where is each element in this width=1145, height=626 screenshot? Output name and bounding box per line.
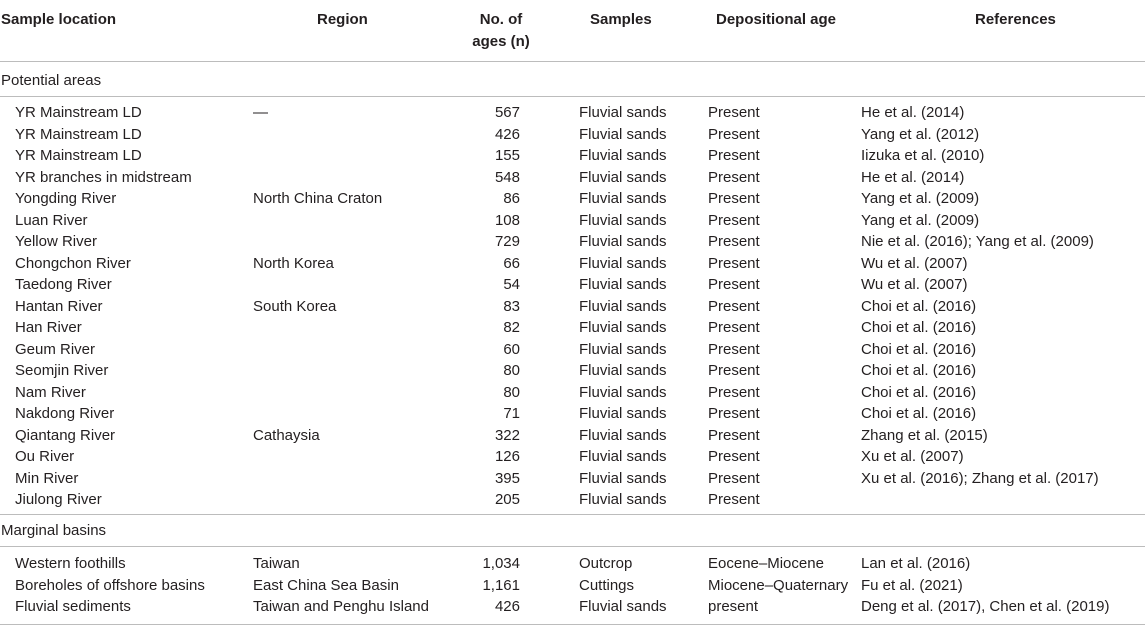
cell-reference: Wu et al. (2007) — [861, 276, 968, 293]
cell-location: Boreholes of offshore basins — [15, 576, 205, 594]
cell-depositional-age: Present — [708, 405, 760, 422]
cell-reference: Lan et al. (2016) — [861, 555, 971, 572]
cell-samples: Fluvial sands — [579, 426, 667, 444]
cell-samples: Fluvial sands — [579, 469, 667, 487]
cell-n-ages: 108 — [494, 211, 520, 229]
header-depositional-age: Depositional age — [716, 11, 837, 28]
cell-reference: Yang et al. (2012) — [861, 125, 980, 143]
cell-n-ages: 66 — [503, 254, 520, 272]
cell-samples: Fluvial sands — [579, 104, 667, 121]
cell-n-ages: 426 — [494, 598, 520, 615]
cell-reference: Choi et al. (2016) — [861, 319, 977, 336]
cell-n-ages: 426 — [494, 125, 520, 143]
cell-location: Han River — [15, 319, 82, 336]
header-location: Sample location — [1, 11, 117, 28]
cell-n-ages: 322 — [494, 426, 520, 444]
cell-samples: Fluvial sands — [579, 168, 667, 186]
cell-location: Fluvial sediments — [15, 598, 131, 615]
cell-reference: He et al. (2014) — [861, 168, 965, 186]
cell-location: Taedong River — [15, 276, 112, 293]
cell-location: Min River — [15, 469, 79, 487]
cell-samples: Fluvial sands — [579, 125, 667, 143]
cell-depositional-age: present — [708, 598, 759, 615]
cell-n-ages: 82 — [503, 319, 520, 336]
cell-reference: Nie et al. (2016); Yang et al. (2009) — [861, 233, 1094, 250]
cell-region: South Korea — [253, 297, 337, 315]
cell-region: Taiwan — [253, 555, 300, 572]
cell-depositional-age: Eocene–Miocene — [708, 555, 824, 572]
cell-depositional-age: Present — [708, 448, 760, 465]
cell-region: North China Craton — [253, 190, 383, 207]
cell-reference: Xu et al. (2016); Zhang et al. (2017) — [861, 469, 1099, 487]
cell-n-ages: 80 — [503, 362, 520, 379]
cell-samples: Fluvial sands — [579, 340, 667, 358]
section-divider — [0, 514, 1145, 515]
cell-depositional-age: Present — [708, 147, 760, 164]
cell-reference: Xu et al. (2007) — [861, 448, 964, 465]
cell-reference: Wu et al. (2007) — [861, 254, 968, 272]
cell-location: Luan River — [15, 211, 88, 229]
cell-reference: He et al. (2014) — [861, 104, 965, 121]
cell-samples: Fluvial sands — [579, 211, 667, 229]
header-n-line1: No. of — [479, 11, 523, 28]
cell-reference: Choi et al. (2016) — [861, 383, 977, 401]
cell-location: YR Mainstream LD — [15, 147, 142, 164]
cell-n-ages: 60 — [503, 340, 520, 358]
cell-n-ages: 1,161 — [482, 576, 520, 594]
cell-n-ages: 80 — [503, 383, 520, 401]
cell-depositional-age: Present — [708, 254, 760, 272]
cell-location: Nakdong River — [15, 405, 115, 422]
cell-location: Nam River — [15, 383, 86, 401]
cell-region: North Korea — [253, 254, 334, 272]
cell-reference: Deng et al. (2017), Chen et al. (2019) — [861, 598, 1110, 615]
cell-reference: Choi et al. (2016) — [861, 340, 977, 358]
cell-depositional-age: Present — [708, 104, 760, 121]
header-region: Region — [317, 11, 368, 28]
section-title-potential-areas: Potential areas — [1, 72, 102, 89]
cell-location: YR Mainstream LD — [15, 125, 142, 143]
cell-reference: Choi et al. (2016) — [861, 405, 977, 422]
header-divider — [0, 61, 1145, 62]
cell-depositional-age: Present — [708, 297, 760, 315]
cell-reference: Yang et al. (2009) — [861, 190, 980, 207]
cell-depositional-age: Miocene–Quaternary — [708, 576, 849, 594]
cell-samples: Fluvial sands — [579, 147, 667, 164]
cell-reference: Iizuka et al. (2010) — [861, 147, 985, 164]
cell-reference: Zhang et al. (2015) — [861, 426, 988, 444]
cell-n-ages: 729 — [494, 233, 520, 250]
cell-depositional-age: Present — [708, 491, 760, 508]
cell-n-ages: 155 — [494, 147, 520, 164]
cell-n-ages: 1,034 — [482, 555, 520, 572]
cell-depositional-age: Present — [708, 190, 760, 207]
cell-samples: Fluvial sands — [579, 448, 667, 465]
cell-region: Taiwan and Penghu Island — [253, 598, 429, 615]
cell-samples: Fluvial sands — [579, 383, 667, 401]
cell-samples: Fluvial sands — [579, 254, 667, 272]
cell-location: YR branches in midstream — [15, 168, 192, 186]
cell-depositional-age: Present — [708, 340, 760, 358]
cell-depositional-age: Present — [708, 383, 760, 401]
cell-reference: Choi et al. (2016) — [861, 362, 977, 379]
cell-n-ages: 567 — [494, 104, 520, 121]
cell-reference: Fu et al. (2021) — [861, 576, 963, 594]
section-title-marginal-basins: Marginal basins — [1, 522, 107, 539]
table-bottom-border — [0, 624, 1145, 625]
cell-samples: Fluvial sands — [579, 276, 667, 293]
cell-samples: Fluvial sands — [579, 598, 667, 615]
header-n-line2: ages (n) — [472, 33, 530, 50]
cell-depositional-age: Present — [708, 168, 760, 186]
cell-depositional-age: Present — [708, 211, 760, 229]
cell-location: Qiantang River — [15, 426, 116, 444]
cell-location: Hantan River — [15, 297, 103, 315]
cell-samples: Cuttings — [579, 576, 635, 594]
cell-location: Seomjin River — [15, 362, 109, 379]
cell-n-ages: 395 — [494, 469, 520, 487]
cell-reference: Choi et al. (2016) — [861, 297, 977, 315]
cell-n-ages: 54 — [503, 276, 520, 293]
cell-samples: Fluvial sands — [579, 319, 667, 336]
cell-n-ages: 71 — [503, 405, 520, 422]
section-divider — [0, 96, 1145, 97]
cell-depositional-age: Present — [708, 233, 760, 250]
cell-n-ages: 126 — [494, 448, 520, 465]
cell-region: — — [253, 104, 268, 121]
cell-n-ages: 548 — [494, 168, 520, 186]
cell-n-ages: 83 — [503, 297, 520, 315]
cell-location: Yongding River — [15, 190, 117, 207]
cell-depositional-age: Present — [708, 125, 760, 143]
cell-location: Ou River — [15, 448, 75, 465]
cell-region: Cathaysia — [253, 426, 320, 444]
cell-n-ages: 86 — [503, 190, 520, 207]
cell-region: East China Sea Basin — [253, 576, 399, 594]
cell-depositional-age: Present — [708, 362, 760, 379]
cell-samples: Fluvial sands — [579, 491, 667, 508]
cell-samples: Fluvial sands — [579, 233, 667, 250]
cell-n-ages: 205 — [494, 491, 520, 508]
header-samples: Samples — [590, 11, 652, 28]
cell-depositional-age: Present — [708, 426, 760, 444]
cell-location: Yellow River — [15, 233, 97, 250]
section-divider — [0, 546, 1145, 547]
cell-samples: Fluvial sands — [579, 190, 667, 207]
cell-reference: Yang et al. (2009) — [861, 211, 980, 229]
header-references: References — [975, 11, 1056, 28]
cell-samples: Fluvial sands — [579, 362, 667, 379]
cell-depositional-age: Present — [708, 469, 760, 487]
cell-samples: Fluvial sands — [579, 405, 667, 422]
cell-location: Western foothills — [15, 555, 126, 572]
cell-samples: Outcrop — [579, 555, 633, 572]
cell-depositional-age: Present — [708, 276, 760, 293]
cell-depositional-age: Present — [708, 319, 760, 336]
cell-location: Geum River — [15, 340, 96, 358]
cell-samples: Fluvial sands — [579, 297, 667, 315]
cell-location: Chongchon River — [15, 254, 131, 272]
cell-location: Jiulong River — [15, 491, 102, 508]
cell-location: YR Mainstream LD — [15, 104, 142, 121]
